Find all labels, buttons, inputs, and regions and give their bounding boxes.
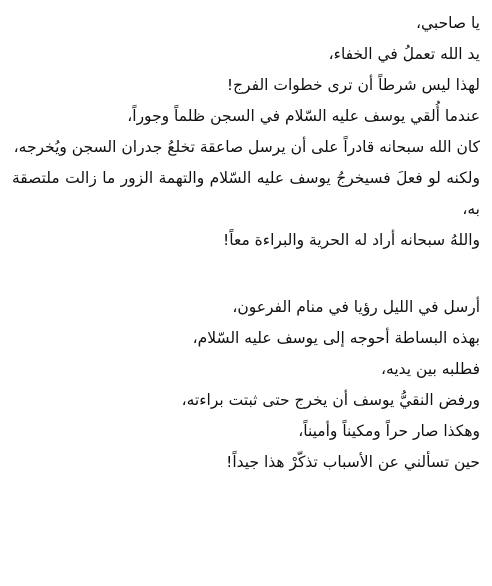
- verse-line: حين تسألني عن الأسباب تذكّرْ هذا جيداً!: [226, 453, 480, 471]
- verse-line: يد الله تعملُ في الخفاء،: [328, 45, 480, 63]
- verse-line: أرسل في الليل رؤيا في منام الفرعون،: [232, 298, 480, 316]
- verse-line: ولكنه لو فعلَ فسيخرجُ يوسف عليه السّلام والتهمة الزور ما زالت ملتصقة به،: [12, 169, 480, 218]
- verse-line: بهذه البساطة أحوجه إلى يوسف عليه السّلام،: [192, 329, 480, 347]
- verse-line: وهكذا صار حراً ومكيناً وأميناً،: [298, 422, 480, 440]
- verse-line: واللهُ سبحانه أراد له الحرية والبراءة معاً!: [223, 231, 480, 249]
- verse-line: كان الله سبحانه قادراً على أن يرسل صاعقة تخلعُ جدران السجن ويُخرجه،: [13, 138, 480, 156]
- verse-line: ورفض النقيُّ يوسف أن يخرج حتى ثبتت براءته،: [181, 391, 480, 409]
- verse-line: لهذا ليس شرطاً أن ترى خطوات الفرج!: [226, 76, 480, 94]
- verse-line: عندما أُلقي يوسف عليه السّلام في السجن ظلماً وجوراً،: [127, 107, 480, 125]
- verse-line: فطلبه بين يديه،: [381, 360, 480, 378]
- stanza-1: [12, 8, 480, 256]
- verse-line: يا صاحبي،: [415, 14, 480, 32]
- stanza-spacer: [12, 256, 480, 292]
- stanza-2: [12, 292, 480, 478]
